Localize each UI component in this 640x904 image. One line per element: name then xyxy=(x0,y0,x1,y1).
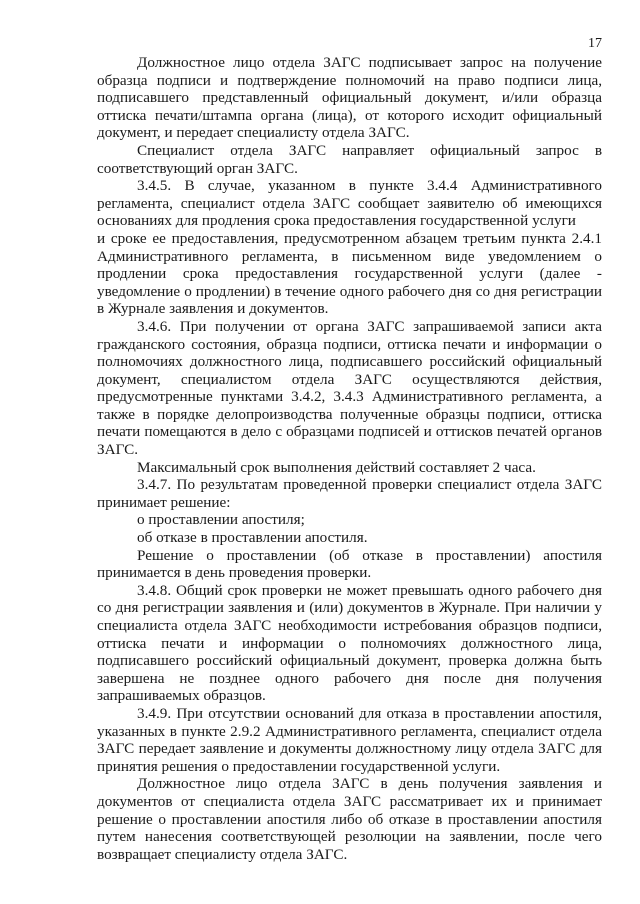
paragraph-3-4-8: 3.4.8. Общий срок проверки не может превышать одного рабочего дня со дня регистрации заявления и (или) документов в Журнале. При наличии у специалиста отдела ЗАГС необходимости истребования образцов подписи, оттиска печати и информации о полномочиях должностного лица, подписавшего российский официальный документ, проверка должна быть завершена не позднее одного рабочего дня после дня получения запрашиваемых образцов. xyxy=(97,581,602,705)
list-item-apostille: о проставлении апостиля; xyxy=(137,511,305,529)
paragraph-3-4-5: 3.4.5. В случае, указанном в пункте 3.4.4 Административного регламента, специалист отдела ЗАГС сообщает заявителю об имеющихся основаниях для продления срока предоставления государственной услуги xyxy=(97,177,602,230)
paragraph-official-decision: Должностное лицо отдела ЗАГС в день получения заявления и документов от специалиста отдела ЗАГС рассматривает их и принимает решение о проставлении апостиля либо об отказе в проставлении апостиля путем нанесения соответствующей резолюции на заявлении, после чего возвращает специалисту отдела ЗАГС. xyxy=(97,775,602,863)
paragraph-decision: Решение о проставлении (об отказе в проставлении) апостиля принимается в день проведения проверки. xyxy=(97,546,602,582)
paragraph-3-4-6: 3.4.6. При получении от органа ЗАГС запрашиваемой записи акта гражданского состояния, образца подписи, оттиска печати и информации о полномочиях должностного лица, подписавшего российский официальный документ, специалистом отдела ЗАГС осуществляются действия, предусмотренные пунктами 3.4.2, 3.4.3 Административного регламента, а также в порядке делопроизводства полученные образцы подписи, оттиска печати помещаются в дело с образцами подписей и оттисков печатей органов ЗАГС. xyxy=(97,317,602,459)
paragraph-3-4-9: 3.4.9. При отсутствии оснований для отказа в проставлении апостиля, указанных в пункте 2.9.2 Административного регламента, специалист отдела ЗАГС передает заявление и документы должностному лицу отдела ЗАГС для принятия решения о предоставлении государственной услуги. xyxy=(97,704,602,775)
paragraph-3-4-7: 3.4.7. По результатам проведенной проверки специалист отдела ЗАГС принимает решение: xyxy=(97,476,602,511)
page-number: 17 xyxy=(588,36,602,51)
paragraph-signature-request: Должностное лицо отдела ЗАГС подписывает запрос на получение образца подписи и подтверждение полномочий на право подписи лица, подписавшего представленный официальный документ, и/или образца оттиска печати/штампа органа (лица), от которого исходит официальный документ, и передает специалисту отдела ЗАГС. xyxy=(97,54,602,142)
paragraph-3-4-5-continued: и сроке ее предоставления, предусмотренном абзацем третьим пункта 2.4.1 Административного регламента, в письменном виде уведомлением о продлении срока предоставления государственной услуги (далее - уведомление о продлении) в течение одного рабочего дня со дня регистрации в Журнале заявления и документов. xyxy=(97,229,602,318)
document-body xyxy=(97,54,602,863)
list-item-refusal: об отказе в проставлении апостиля. xyxy=(137,529,368,547)
paragraph-official-request: Специалист отдела ЗАГС направляет официальный запрос в соответствующий орган ЗАГС. xyxy=(97,141,602,177)
paragraph-max-time: Максимальный срок выполнения действий составляет 2 часа. xyxy=(137,458,536,476)
